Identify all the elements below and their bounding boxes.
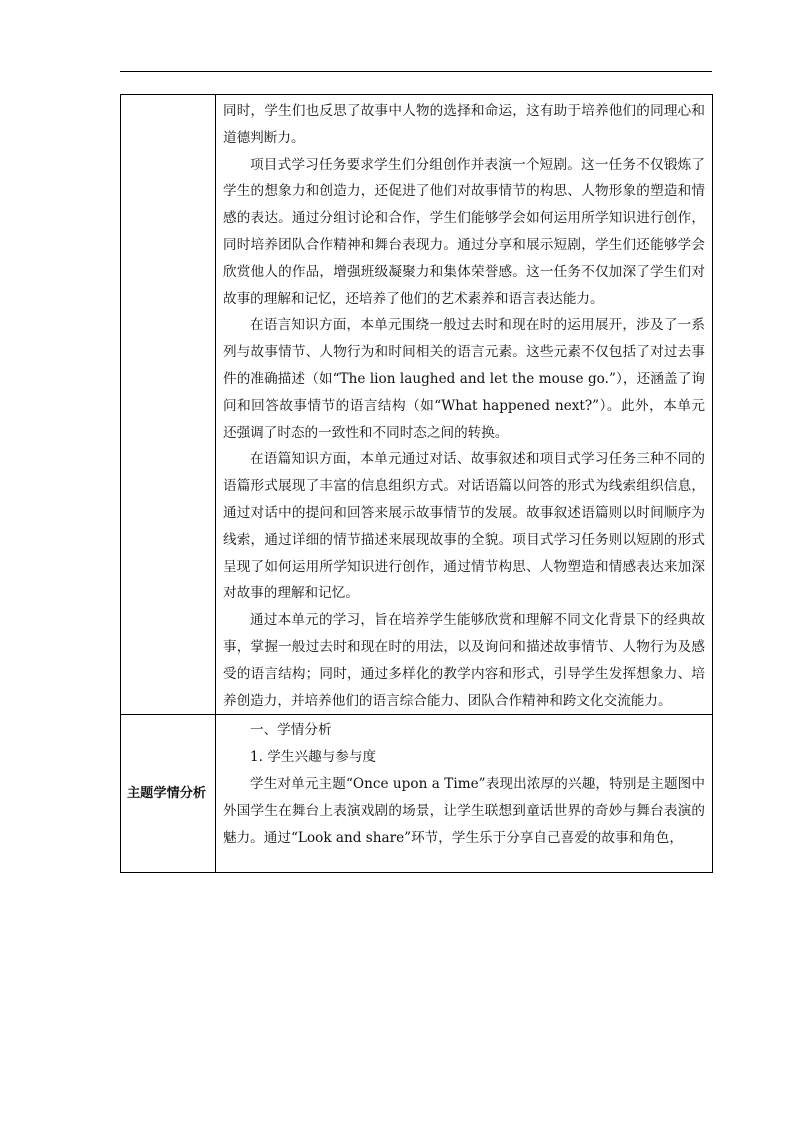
row2-label-cell xyxy=(121,715,216,873)
section-subheading: 1. 学生兴趣与参与度 xyxy=(250,749,377,766)
paragraph-discourse-knowledge: 在语篇知识方面，本单元通过对话、故事叙述和项目式学习任务三种不同的语篇形式展现了丰富的信息组织方式。对话语篇以问答的形式为线索组织信息，通过对话中的提问和回答来展示故事情节的发展。故事叙述语篇则以时间顺序为线索，通过详细的情节描述来展现故事的全貌。项目式学习任务则以短剧的形式呈现了如何运用所学知识进行创作，通过情节构思、人物塑造和情感表达来加深对故事的理解和记忆。 xyxy=(223,451,705,602)
row1-label-cell xyxy=(121,95,216,715)
header-rule xyxy=(120,71,712,72)
table-row-learner-analysis xyxy=(121,715,713,873)
paragraph-student-interest: 学生对单元主题“Once upon a Time”表现出浓厚的兴趣，特别是主题图中外国学生在舞台上表演戏剧的场景，让学生联想到童话世界的奇妙与舞台表演的魅力。通过“Look and share”环节，学生乐于分享自己喜爱的故事和角色， xyxy=(223,775,705,846)
paragraph-unit-goals: 通过本单元的学习，旨在培养学生能够欣赏和理解不同文化背景下的经典故事，掌握一般过去时和现在时的用法，以及询问和描述故事情节、人物行为及感受的语言结构；同时，通过多样化的教学内容和形式，引导学生发挥想象力、培养创造力，并培养他们的语言综合能力、团队合作精神和跨文化交流能力。 xyxy=(223,612,705,709)
row1-content-cell xyxy=(216,95,713,715)
row2-label: 主题学情分析 xyxy=(127,786,207,802)
paragraph-language-knowledge: 在语言知识方面，本单元围绕一般过去时和现在时的运用展开，涉及了一系列与故事情节、人物行为和时间相关的语言元素。这些元素不仅包括了对过去事件的准确描述（如“The lion laughed and let the mouse go.”），还涵盖了询问和回答故事情节的语言结构（如“What happened next?”）。此外，本单元还强调了时态的一致性和不同时态之间的转换。 xyxy=(223,317,705,441)
row2-content-cell xyxy=(216,715,713,873)
table-row-unit-analysis xyxy=(121,95,713,715)
paragraph-continuation: 同时，学生们也反思了故事中人物的选择和命运，这有助于培养他们的同理心和道德判断力。 xyxy=(223,103,705,146)
document-table xyxy=(120,94,713,873)
paragraph-project-task: 项目式学习任务要求学生们分组创作并表演一个短剧。这一任务不仅锻炼了学生的想象力和创造力，还促进了他们对故事情节的构思、人物形象的塑造和情感的表达。通过分组讨论和合作，学生们能够学会如何运用所学知识进行创作，同时培养团队合作精神和舞台表现力。通过分享和展示短剧，学生们还能够学会欣赏他人的作品，增强班级凝聚力和集体荣誉感。这一任务不仅加深了学生们对故事的理解和记忆，还培养了他们的艺术素养和语言表达能力。 xyxy=(223,156,705,307)
section-heading: 一、学情分析 xyxy=(250,722,332,739)
